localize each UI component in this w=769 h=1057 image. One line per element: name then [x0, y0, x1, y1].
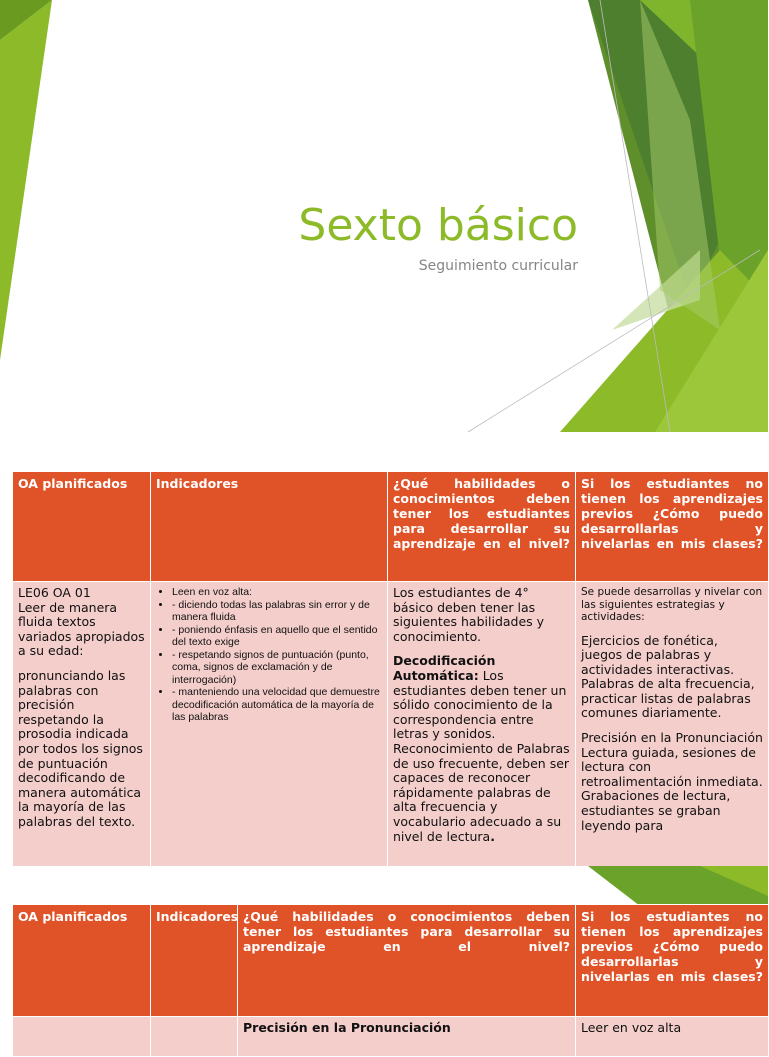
indicator-item: • - respetando signos de puntuación (punto, coma, signos de exclamación y de interrogación)	[172, 649, 382, 687]
cell-habilidades-2	[238, 1017, 576, 1057]
cell-habilidades	[388, 582, 576, 868]
header-oa-planificados: OA planificados	[13, 472, 151, 582]
header-habilidades-2: ¿Qué habilidades o conocimientos deben tener los estudiantes para desarrollar su aprendizaje en el nivel?	[238, 905, 576, 1017]
skills-end: .	[490, 828, 495, 844]
header-habilidades: ¿Qué habilidades o conocimientos deben tener los estudiantes para desarrollar su aprendizaje en el nivel?	[388, 472, 576, 582]
cell-nivelacion	[576, 582, 769, 868]
strategies-paragraph-2: Precisión en la Pronunciación Lectura guiada, sesiones de lectura con retroalimentación inmediata. Grabaciones de lectura, estudiantes se graban leyendo para	[581, 730, 763, 833]
indicator-item: • - diciendo todas las palabras sin error y de manera fluida	[172, 599, 382, 624]
header-nivelacion-2: Si los estudiantes no tienen los aprendizajes previos ¿Cómo puedo desarrollarlas y nivelarlas en mis clases?	[576, 905, 769, 1017]
strategies-intro: Se puede desarrollas y nivelar con las siguientes estrategias y actividades:	[581, 586, 763, 623]
title-slide	[0, 0, 768, 432]
oa-detail: pronunciando las palabras con precisión respetando la prosodia indicada por todos los signos de puntuación decodificando de manera automática la mayoría de las palabras del texto.	[18, 667, 143, 829]
indicator-item: • Leen en voz alta:	[172, 586, 382, 599]
table-slide-2	[0, 866, 768, 1035]
indicator-item: • - manteniendo una velocidad que demuestre decodificación automática de la mayoría de las palabras	[172, 686, 382, 724]
row-col3-text: Precisión en la Pronunciación	[243, 1020, 451, 1035]
header-indicadores: Indicadores	[151, 472, 388, 582]
header-indicadores-2: Indicadores	[151, 905, 238, 1017]
cell-indicadores-2	[151, 1017, 238, 1057]
cell-oa-2	[13, 1017, 151, 1057]
oa-code: LE06 OA 01	[18, 585, 91, 600]
indicator-item: • - poniendo énfasis en aquello que el sentido del texto exige	[172, 624, 382, 649]
slide-subtitle: Seguimiento curricular	[418, 258, 578, 274]
header-nivelacion: Si los estudiantes no tienen los aprendizajes previos ¿Cómo puedo desarrollarlas y nivelarlas en mis clases?	[576, 472, 769, 582]
curriculum-table-1	[12, 471, 769, 868]
cell-indicadores	[151, 582, 388, 868]
table-slide-1	[0, 432, 768, 866]
skills-text: Los estudiantes deben tener un sólido conocimiento de la correspondencia entre letras y sonidos. Reconocimiento de Palabras de uso frecuente, deben ser capaces de reconocer rápidamente palabras de alta frecuencia y vocabulario adecuado a su nivel de lectura	[393, 667, 570, 844]
strategies-paragraph-1: Ejercicios de fonética, juegos de palabras y actividades interactivas. Palabras de alta frecuencia, practicar listas de palabras comunes diariamente.	[581, 632, 755, 721]
header-oa-planificados-2: OA planificados	[13, 905, 151, 1017]
cell-nivelacion-2	[576, 1017, 769, 1057]
skills-bold-label: Decodificación Automática:	[393, 653, 496, 683]
cell-oa	[13, 582, 151, 868]
slide-title: Sexto básico	[298, 200, 578, 251]
indicator-list	[156, 586, 382, 724]
oa-text: Leer de manera fluida textos variados apropiados a su edad:	[18, 599, 145, 659]
curriculum-table-2	[12, 904, 769, 1057]
skills-intro: Los estudiantes de 4° básico deben tener las siguientes habilidades y conocimiento.	[393, 585, 545, 644]
row-col4-text: Leer en voz alta	[581, 1020, 682, 1035]
